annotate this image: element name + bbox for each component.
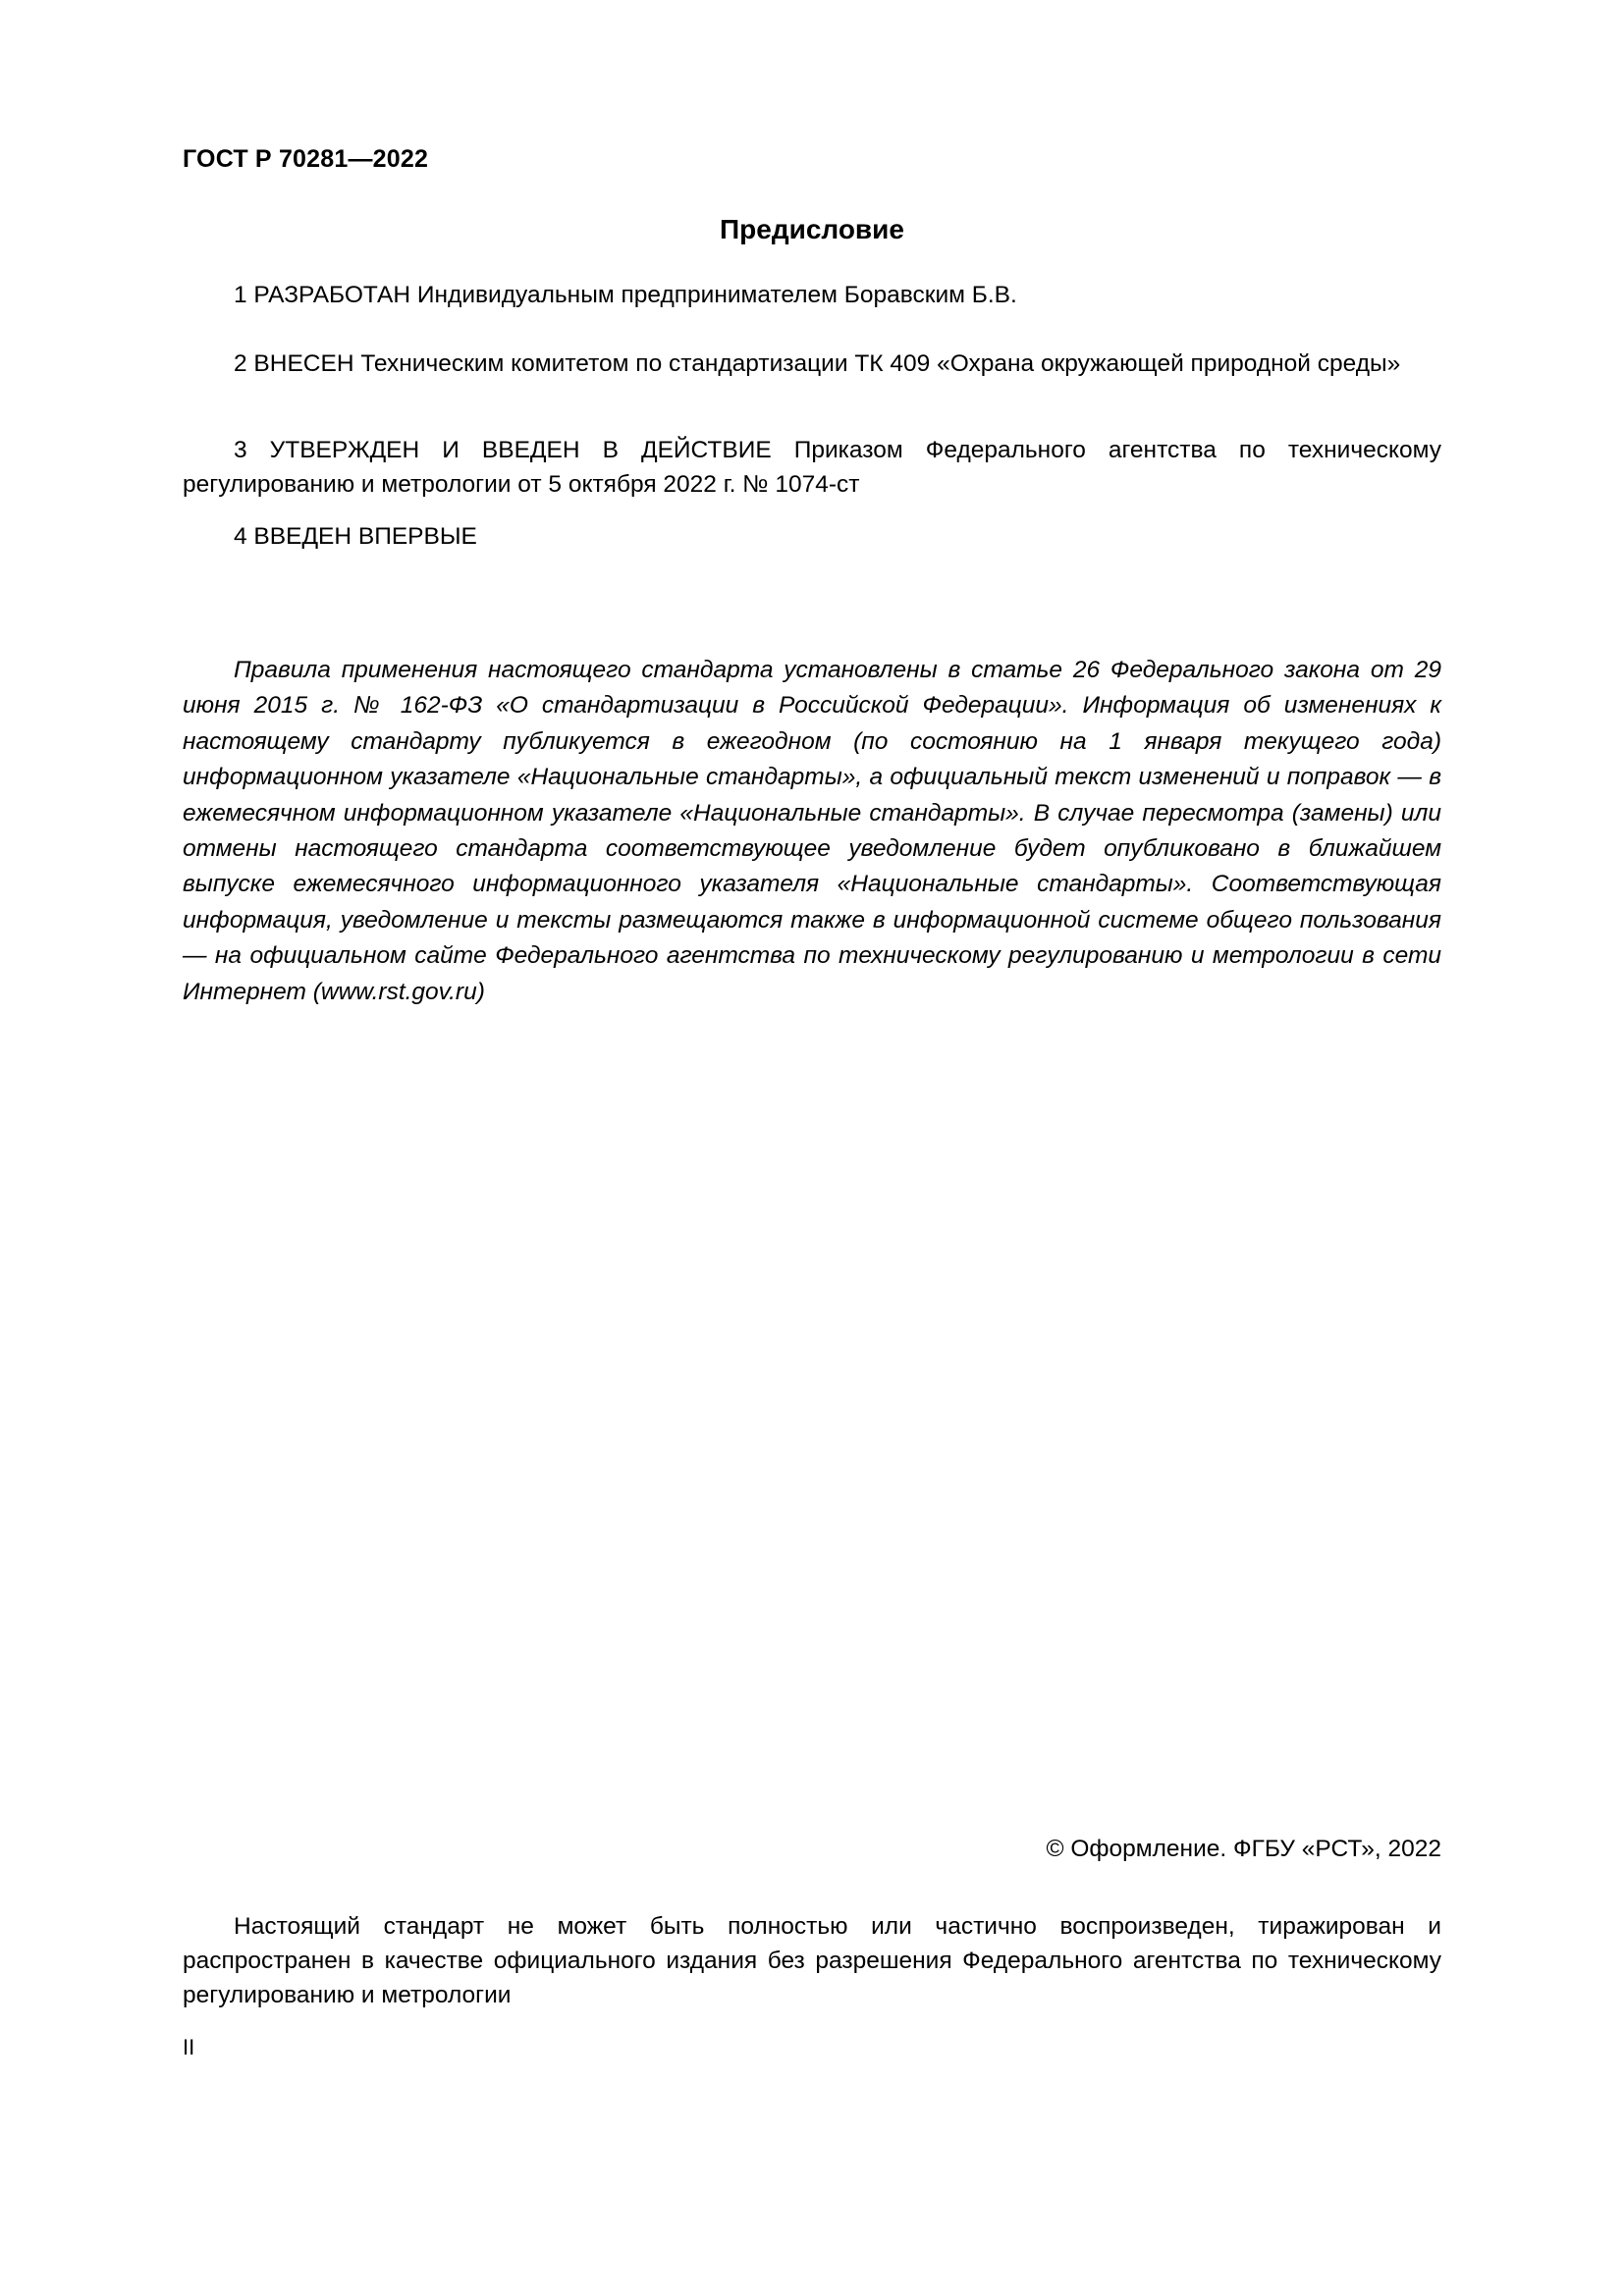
- page-title: Предисловие: [720, 214, 904, 244]
- standard-designation: ГОСТ Р 70281—2022: [183, 145, 429, 173]
- clause-text: 2 ВНЕСЕН Техническим комитетом по стандартизации ТК 409 «Охрана окружающей природной среды»: [234, 350, 1401, 377]
- clause-text: 3 УТВЕРЖДЕН И ВВЕДЕН В ДЕЙСТВИЕ Приказом Федерального агентства по техническому регулированию и метрологии от 5 октября 2022 г. № 1074-ст: [183, 437, 1441, 498]
- clause-item: [183, 347, 1441, 381]
- clause-text: 1 РАЗРАБОТАН Индивидуальным предпринимателем Боравским Б.В.: [234, 282, 1017, 308]
- reproduction-notice: [183, 1909, 1441, 2012]
- page-number: II: [183, 2035, 195, 2059]
- application-rules-paragraph: [183, 653, 1441, 1010]
- clause-item: [183, 519, 1441, 554]
- clause-item: [183, 433, 1441, 502]
- application-rules-text: Правила применения настоящего стандарта установлены в статье 26 Федерального закона от 29 июня 2015 г. № 162-ФЗ «О стандартизации в Российской Федерации». Информация об изменениях к настоящему стандарту публикуется в ежегодном (по состоянию на 1 января текущего года) информационном указателе «Национальные стандарты», а официальный текст изменений и поправок — в ежемесячном информационном указателе «Национальные стандарты». В случае пересмотра (замены) или отмены настоящего стандарта соответствующее уведомление будет опубликовано в ближайшем выпуске ежемесячного информационного указателя «Национальные стандарты». Соответствующая информация, уведомление и тексты размещаются также в информационной системе общего пользования — на официальном сайте Федерального агентства по техническому регулированию и метрологии в сети Интернет (www.rst.gov.ru): [183, 657, 1441, 1005]
- copyright-notice: © Оформление. ФГБУ «РСТ», 2022: [1046, 1836, 1441, 1862]
- clause-item: [183, 278, 1441, 312]
- clause-text: 4 ВВЕДЕН ВПЕРВЫЕ: [234, 523, 477, 550]
- reproduction-notice-text: Настоящий стандарт не может быть полностью или частично воспроизведен, тиражирован и распространен в качестве официального издания без разрешения Федерального агентства по техническому регулированию и метрологии: [183, 1913, 1441, 2008]
